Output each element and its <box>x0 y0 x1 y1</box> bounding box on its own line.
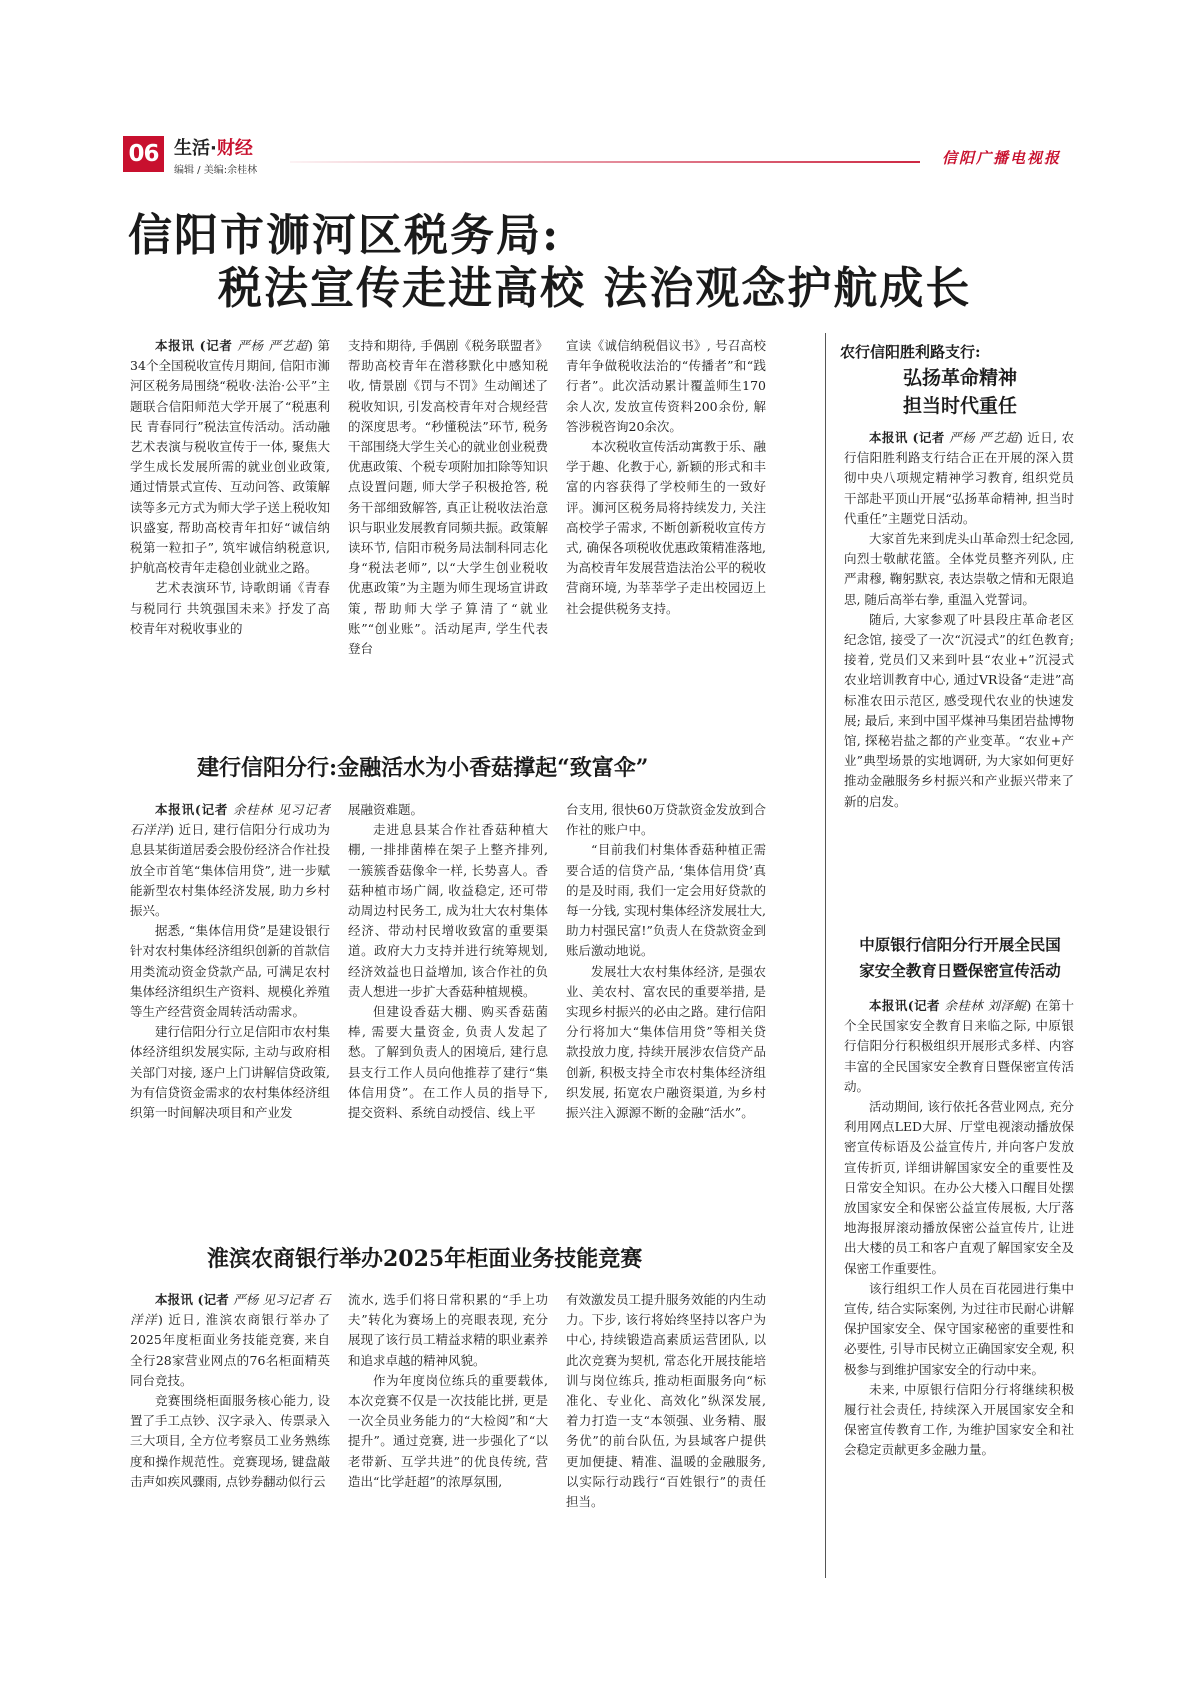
byline-label: 本报讯(记者 <box>869 998 940 1013</box>
column-divider <box>825 333 826 1578</box>
paragraph: 支持和期待, 手偶剧《税务联盟者》帮助高校青年在潜移默化中感知税收, 情景剧《罚与不罚》生动阐述了税收知识, 引发高校青年对合规经营的深度思考。“秒懂税法”环节, 税务干部围绕大学生关心的就业创业税费优惠政策、个税专项附加扣除等知识点设置问题, 师大学子积极抢答, 税务干部细致解答, 真正让税收法治意识与职业发展教育同频共振。政策解读环节, 信阳市税务局法制科同志化身“税法老师”, 以“大学生创业税收优惠政策”为主题为师生现场宣讲政策, 帮助师大学子算清了“就业账”“创业账”。活动尾声, 学生代表登台 <box>348 338 549 657</box>
article2-col2 <box>348 800 548 1123</box>
side2-body <box>844 996 1074 1461</box>
byline-label: 本报讯 (记者 <box>155 338 233 353</box>
article3-col3 <box>566 1290 766 1512</box>
article3-col2 <box>348 1290 548 1492</box>
byline-label: 本报讯 (记者 <box>869 430 945 445</box>
paragraph: 展融资难题。 <box>348 802 424 817</box>
paragraph: “目前我们村集体香菇种植正需要合适的信贷产品, ‘集体信用贷’真的是及时雨, 我们一定会用好贷款的每一分钱, 实现村集体经济发展壮大, 助力村强民富!”负责人在贷款资金到账后激动地说。 <box>566 842 766 959</box>
section-title <box>174 134 253 160</box>
paragraph: ) 近日, 农行信阳胜利路支行结合正在开展的深入贯彻中央八项规定精神学习教育, 组织党员干部赴平顶山开展“弘扬革命精神, 担当时代重任”主题党日活动。 <box>844 430 1074 526</box>
paragraph: 有效激发员工提升服务效能的内生动力。下步, 该行将始终坚持以客户为中心, 持续锻造高素质运营团队, 以此次竞赛为契机, 常态化开展技能培训与岗位练兵, 推动柜面服务向“标准化、专业化、高效化”纵深发展, 着力打造一支“本领强、业务精、服务优”的前台队伍, 为县域客户提供更加便捷、精准、温暖的金融服务, 以实际行动践行“百姓银行”的责任担当。 <box>566 1292 767 1510</box>
byline-names: 余桂林 刘泽鲲 <box>944 998 1027 1013</box>
paragraph: 艺术表演环节, 诗歌朗诵《青春与税同行 共筑强国未来》抒发了高校青年对税收事业的 <box>130 580 330 636</box>
section-prefix: 生活· <box>174 138 217 159</box>
paragraph: 随后, 大家参观了叶县段庄革命老区纪念馆, 接受了一次“沉浸式”的红色教育; 接着, 党员们又来到叶县“农业+”沉浸式农业培训教育中心, 通过VR设备“走进”高标准农田示范区, 感受现代农业的快速发展; 最后, 来到中国平煤神马集团岩盐博物馆, 探秘岩盐之都的产业变革。“农业+产业”典型场景的实地调研, 为大家如何更好推动金融服务乡村振兴和产业振兴带来了新的启发。 <box>844 611 1074 809</box>
main-article-col1 <box>130 336 330 639</box>
page-number: 06 <box>123 136 164 172</box>
editor-credit: 编辑 / 美编:余桂林 <box>174 165 258 176</box>
byline-names: 严杨 严艺超 <box>237 338 308 353</box>
article3-title: 淮滨农商银行举办2025年柜面业务技能竞赛 <box>207 1246 643 1272</box>
paragraph: 流水, 选手们将日常积累的“手上功夫”转化为赛场上的亮眼表现, 充分展现了该行员工精益求精的职业素养和追求卓越的精神风貌。 <box>348 1292 549 1368</box>
side1-title-line2: 担当时代重任 <box>902 395 1017 417</box>
header-rule <box>290 161 920 163</box>
side1-title-line1: 弘扬革命精神 <box>902 367 1017 389</box>
article2-col3 <box>566 800 766 1123</box>
byline-names: 余桂林 见习记者 石洋洋 <box>130 802 330 838</box>
article2-title: 建行信阳分行:金融活水为小香菇撑起“致富伞” <box>197 755 649 781</box>
paragraph: ) 近日, 建行信阳分行成功为息县某街道居委会股份经济合作社投放全市首笔“集体信用贷”, 进一步赋能新型农村集体经济发展, 助力乡村振兴。 <box>130 822 331 919</box>
side1-kicker: 农行信阳胜利路支行: <box>840 343 981 361</box>
paragraph: 竞赛围绕柜面服务核心能力, 设置了手工点钞、汉字录入、传票录入三大项目, 全方位考察员工业务熟练度和操作规范性。竞赛现场, 键盘敲击声如疾风骤雨, 点钞券翻动似行云 <box>130 1393 331 1489</box>
paragraph: 但建设香菇大棚、购买香菇菌棒, 需要大量资金, 负责人发起了愁。了解到负责人的困境后, 建行息县支行工作人员向他推荐了建行“集体信用贷”。在工作人员的指导下, 提交资料、系统自动授信、线上平 <box>348 1004 548 1121</box>
paragraph: ) 第34个全国税收宣传月期间, 信阳市浉河区税务局围绕“税收·法治·公平”主题联合信阳师范大学开展了“税惠利民 青春同行”税法宣传活动。活动融艺术表演与税收宣传于一体, 聚焦大学生成长发展所需的就业创业政策, 通过情景式宣传、互动问答、政策解读等多元方式为师大学子送上税收知识盛宴, 帮助高校青年扣好“诚信纳税第一粒扣子”, 筑牢诚信纳税意识, 护航高校青年走稳创业就业之路。 <box>130 338 331 576</box>
section-suffix: 财经 <box>216 138 253 159</box>
article3-col1 <box>130 1290 330 1492</box>
paragraph: ) 在第十个全民国家安全教育日来临之际, 中原银行信阳分行积极组织开展形式多样、内容丰富的全民国家安全教育日暨保密宣传活动。 <box>844 998 1074 1094</box>
paragraph: 活动期间, 该行依托各营业网点, 充分利用网点LED大屏、厅堂电视滚动播放保密宣传标语及公益宣传片, 并向客户发放宣传折页, 详细讲解国家安全的重要性及日常安全知识。在办公大楼入口醒目处摆放国家安全和保密公益宣传展板, 大厅落地海报屏滚动播放保密公益宣传片, 让进出大楼的员工和客户直观了解国家安全及保密工作重要性。 <box>844 1099 1074 1276</box>
byline-label: 本报讯 (记者 <box>155 1292 229 1307</box>
side2-title-line2: 家安全教育日暨保密宣传活动 <box>859 962 1061 980</box>
main-article-col3 <box>566 336 766 619</box>
paragraph: 发展壮大农村集体经济, 是强农业、美农村、富农民的重要举措, 是实现乡村振兴的必由之路。建行信阳分行将加大“集体信用贷”等相关贷款投放力度, 持续开展涉农信贷产品创新, 积极支持全市农村集体经济组织发展, 拓宽农户融资渠道, 为乡村振兴注入源源不断的金融“活水”。 <box>566 963 767 1121</box>
paragraph: ) 近日, 淮滨农商银行举办了2025年度柜面业务技能竞赛, 来自全行28家营业网点的76名柜面精英同台竞技。 <box>130 1312 330 1388</box>
paper-name: 信阳广播电视报 <box>942 149 1062 167</box>
paragraph: 据悉, “集体信用贷”是建设银行针对农村集体经济组织创新的首款信用类流动资金贷款产品, 可满足农村集体经济组织生产资料、规模化养殖等生产经营资金周转活动需求。 <box>130 923 331 1020</box>
main-title-line1: 信阳市浉河区税务局: <box>128 210 561 261</box>
byline-names: 严杨 见习记者 石洋洋 <box>130 1292 330 1328</box>
main-title-line2: 税法宣传走进高校 法治观念护航成长 <box>218 263 972 314</box>
side2-title-line1: 中原银行信阳分行开展全民国 <box>859 936 1061 954</box>
byline-label: 本报讯(记者 <box>155 802 229 817</box>
paragraph: 宣读《诚信纳税倡议书》, 号召高校青年争做税收法治的“传播者”和“践行者”。此次活动累计覆盖师生170余人次, 发放宣传资料200余份, 解答涉税咨询20余次。 <box>566 338 766 434</box>
paragraph: 大家首先来到虎头山革命烈士纪念园, 向烈士敬献花篮。全体党员整齐列队, 庄严肃穆, 鞠躬默哀, 表达崇敬之情和无限追思, 随后高举右拳, 重温入党誓词。 <box>844 531 1074 607</box>
side1-body <box>844 428 1074 812</box>
paragraph: 未来, 中原银行信阳分行将继续积极履行社会责任, 持续深入开展国家安全和保密宣传教育工作, 为维护国家安全和社会稳定贡献更多金融力量。 <box>844 1381 1074 1458</box>
main-article-col2 <box>348 336 548 659</box>
paragraph: 作为年度岗位练兵的重要载体, 本次竞赛不仅是一次技能比拼, 更是一次全员业务能力的“大检阅”和“大提升”。通过竞赛, 进一步强化了“以老带新、互学共进”的优良传统, 营造出“比学赶超”的浓厚氛围, <box>348 1372 548 1489</box>
paragraph: 建行信阳分行立足信阳市农村集体经济组织发展实际, 主动与政府相关部门对接, 逐户上门讲解信贷政策, 为有信贷资金需求的农村集体经济组织第一时间解决项目和产业发 <box>130 1024 331 1121</box>
article2-col1 <box>130 800 330 1123</box>
paragraph: 台支用, 很快60万贷款资金发放到合作社的账户中。 <box>566 802 766 838</box>
byline-names: 严杨 严艺超 <box>949 430 1019 445</box>
paragraph: 走进息县某合作社香菇种植大棚, 一排排菌棒在架子上整齐排列, 一簇簇香菇像伞一样, 长势喜人。香菇种植市场广阔, 收益稳定, 还可带动周边村民务工, 成为壮大农村集体经济、带动村民增收致富的重要渠道。政府大力支持并进行统筹规划, 经济效益也日益增加, 该合作社的负责人想进一步扩大香菇种植规模。 <box>348 822 548 999</box>
paragraph: 该行组织工作人员在百花园进行集中宣传, 结合实际案例, 为过往市民耐心讲解保护国家安全、保守国家秘密的重要性和必要性, 引导市民树立正确国家安全观, 积极参与到维护国家安全的行动中来。 <box>844 1280 1074 1377</box>
paragraph: 本次税收宣传活动寓教于乐、融学于趣、化教于心, 新颖的形式和丰富的内容获得了学校师生的一致好评。浉河区税务局将持续发力, 关注高校学子需求, 不断创新税收宣传方式, 确保各项税收优惠政策精准落地, 为高校青年发展营造法治公平的税收营商环境, 为莘莘学子走出校园迈上社会提供税务支持。 <box>566 439 767 616</box>
